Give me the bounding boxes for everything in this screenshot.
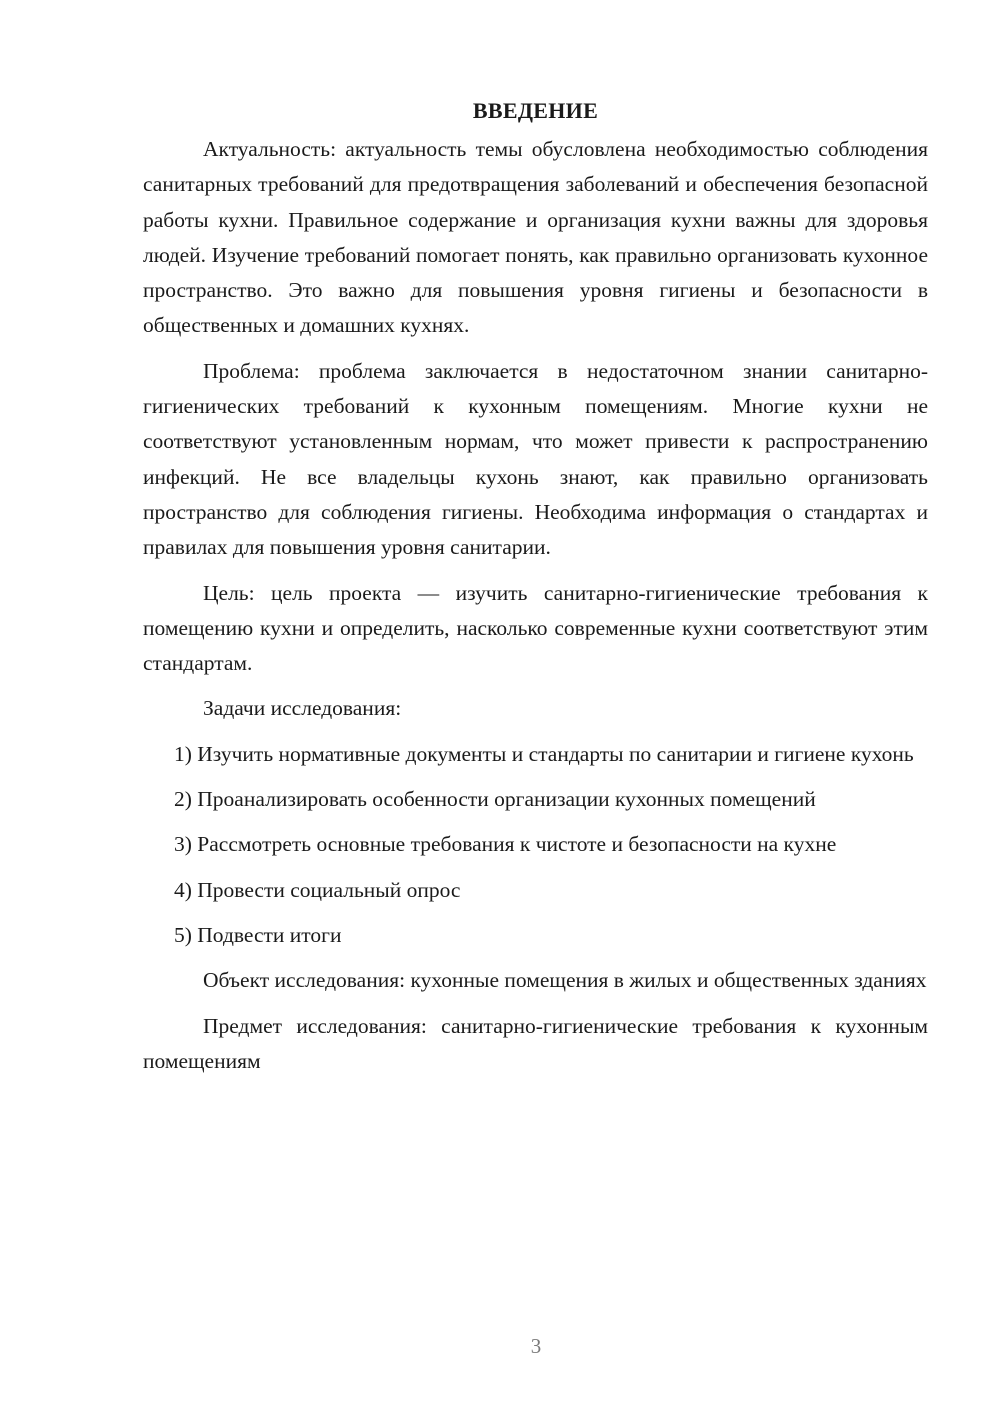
document-page [143,92,928,1089]
task-item: 5) Подвести итоги [174,922,342,947]
paragraph-problem: Проблема: проблема заключается в недостаточном знании санитарно-гигиенических требований к кухонным помещениям. Многие кухни не соответствуют установленным нормам, что может привести к распространению инфекций. Не все владельцы кухонь знают, как правильно организовать пространство для соблюдения гигиены. Необходима информация о стандартах и правилах для повышения уровня санитарии. [143,358,928,560]
task-item: 3) Рассмотреть основные требования к чистоте и безопасности на кухне [174,832,837,857]
task-item: 1) Изучить нормативные документы и стандарты по санитарии и гигиене кухонь [174,741,914,766]
task-item: 4) Провести социальный опрос [174,877,461,902]
task-item: 2) Проанализировать особенности организации кухонных помещений [174,787,816,812]
page-number: 3 [530,1334,542,1358]
document-title: ВВЕДЕНИЕ [472,98,599,123]
tasks-heading: Задачи исследования: [203,696,402,721]
paragraph-subject: Предмет исследования: санитарно-гигиенические требования к кухонным помещениям [143,1013,928,1073]
paragraph-goal: Цель: цель проекта — изучить санитарно-гигиенические требования к помещению кухни и определить, насколько современные кухни соответствуют этим стандартам. [143,580,928,676]
paragraph-relevance: Актуальность: актуальность темы обусловлена необходимостью соблюдения санитарных требований для предотвращения заболеваний и обеспечения безопасной работы кухни. Правильное содержание и организация кухни важны для здоровья людей. Изучение требований помогает понять, как правильно организовать кухонное пространство. Это важно для повышения уровня гигиены и безопасности в общественных и домашних кухнях. [143,137,928,338]
paragraph-object: Объект исследования: кухонные помещения в жилых и общественных зданиях [203,968,927,993]
